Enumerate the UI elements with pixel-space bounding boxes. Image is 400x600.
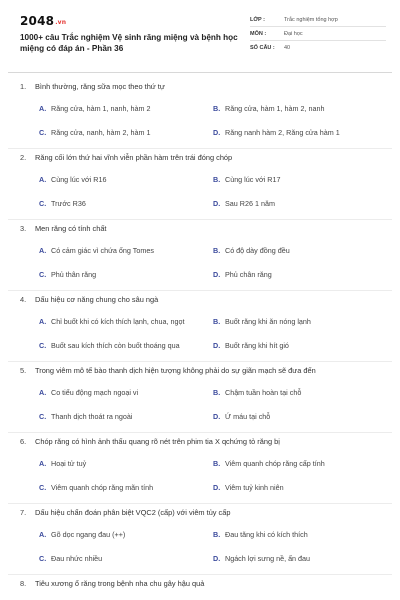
meta-value: Trắc nghiệm tổng hợp: [284, 16, 338, 23]
question-number: 2.: [20, 153, 27, 162]
answer-option[interactable]: [213, 128, 340, 137]
option-letter: D.: [213, 554, 221, 563]
option-letter: B.: [213, 175, 221, 184]
answer-option[interactable]: [213, 246, 290, 255]
question-number: 8.: [20, 579, 27, 588]
answer-option[interactable]: [39, 554, 102, 563]
answer-option[interactable]: [213, 270, 272, 279]
option-letter: B.: [213, 246, 221, 255]
answer-option[interactable]: [39, 412, 133, 421]
option-letter: A.: [39, 175, 47, 184]
option-text: Phủ thân răng: [51, 270, 97, 279]
answer-option[interactable]: [39, 341, 180, 350]
option-text: Trước R36: [51, 199, 86, 208]
option-text: Răng nanh hàm 2, Răng cửa hàm 1: [225, 128, 340, 137]
question-divider: [8, 574, 392, 575]
option-text: Cùng lúc với R16: [51, 175, 107, 184]
answer-option[interactable]: [213, 104, 325, 113]
question-text: [20, 366, 316, 375]
answer-option[interactable]: [39, 459, 86, 468]
answer-option[interactable]: [39, 483, 153, 492]
option-text: Buốt sau kích thích còn buốt thoáng qua: [51, 341, 180, 350]
answer-option[interactable]: [39, 530, 125, 539]
question-stem: Tiêu xương ổ răng trong bệnh nha chu gây hậu quả: [35, 579, 205, 588]
option-text: Đau nhức nhiều: [51, 554, 103, 563]
answer-option[interactable]: [213, 483, 284, 492]
option-letter: C.: [39, 483, 47, 492]
question-divider: [8, 219, 392, 220]
option-letter: D.: [213, 128, 221, 137]
answer-option[interactable]: [213, 530, 308, 539]
option-text: Phủ chân răng: [225, 270, 272, 279]
question-number: 3.: [20, 224, 27, 233]
question-stem: Men răng có tính chất: [35, 224, 107, 233]
answer-option[interactable]: [213, 199, 275, 208]
meta-key: SỐ CÂU :: [250, 45, 275, 51]
question-number: 1.: [20, 82, 27, 91]
option-text: Đau tăng khi có kích thích: [225, 530, 308, 539]
option-letter: C.: [39, 128, 47, 137]
option-text: Có cảm giác vì chứa ống Tomes: [51, 246, 154, 255]
option-text: Buốt răng khi ăn nóng lạnh: [225, 317, 311, 326]
option-letter: A.: [39, 104, 47, 113]
question-text: [20, 508, 230, 517]
answer-option[interactable]: [39, 104, 151, 113]
question-stem: Trong viêm mô tế bào thanh dịch hiện tượng không phải do sự giãn mạch sẽ đưa đến: [35, 366, 316, 375]
option-text: Chậm tuần hoàn tại chỗ: [225, 388, 302, 397]
option-text: Viêm tuỷ kinh niên: [225, 483, 284, 492]
option-text: Cùng lúc với R17: [225, 175, 281, 184]
option-text: Gõ dọc ngang đau (++): [51, 530, 126, 539]
question-divider: [8, 290, 392, 291]
answer-option[interactable]: [39, 317, 184, 326]
meta-key: LỚP :: [250, 16, 265, 23]
option-text: Có độ dày đồng đều: [225, 246, 290, 255]
option-letter: B.: [213, 104, 221, 113]
logo-suffix: .vn: [55, 19, 67, 26]
option-text: Răng cửa, hàm 1, hàm 2, nanh: [225, 104, 325, 113]
option-letter: B.: [213, 317, 221, 326]
option-text: Ứ máu tại chỗ: [225, 412, 271, 421]
option-text: Ngách lợi sưng nề, ấn đau: [225, 554, 311, 563]
option-text: Răng cửa, nanh, hàm 2, hàm 1: [51, 128, 151, 137]
option-letter: B.: [213, 459, 221, 468]
question-text: [20, 295, 158, 304]
answer-option[interactable]: [213, 554, 310, 563]
question-number: 7.: [20, 508, 27, 517]
meta-key: MÔN :: [250, 30, 267, 37]
option-letter: C.: [39, 270, 47, 279]
meta-table: [250, 13, 386, 55]
logo-main: 2048: [20, 14, 55, 28]
option-letter: C.: [39, 199, 47, 208]
document-header: [0, 0, 400, 70]
option-letter: D.: [213, 412, 221, 421]
question-divider: [8, 148, 392, 149]
question-stem: Chóp răng có hình ảnh thấu quang rõ nét trên phim tia X qchứng tỏ răng bị: [35, 437, 280, 446]
question-number: 4.: [20, 295, 27, 304]
answer-option[interactable]: [39, 388, 138, 397]
option-text: Viêm quanh chóp răng mãn tính: [51, 483, 154, 492]
option-letter: D.: [213, 199, 221, 208]
option-text: Chỉ buốt khi có kích thích lạnh, chua, ngọt: [51, 317, 185, 326]
option-text: Thanh dịch thoát ra ngoài: [51, 412, 133, 421]
answer-option[interactable]: [39, 270, 96, 279]
option-letter: A.: [39, 530, 47, 539]
option-letter: C.: [39, 412, 47, 421]
option-text: Viêm quanh chóp răng cấp tính: [225, 459, 325, 468]
question-stem: Dấu hiệu chẩn đoán phân biệt VQC2 (cấp) với viêm tủy cấp: [35, 508, 231, 517]
answer-option[interactable]: [213, 317, 311, 326]
option-letter: B.: [213, 530, 221, 539]
option-letter: D.: [213, 483, 221, 492]
question-text: [20, 224, 107, 233]
question-number: 6.: [20, 437, 27, 446]
document-title: 1000+ câu Trắc nghiệm Vệ sinh răng miệng và bệnh học miệng có đáp án - Phần 36: [20, 33, 238, 53]
meta-row-class: [250, 13, 386, 27]
answer-option[interactable]: [39, 246, 154, 255]
header-divider: [8, 72, 392, 73]
answer-option[interactable]: [213, 412, 270, 421]
meta-row-subject: [250, 27, 386, 41]
question-text: [20, 153, 232, 162]
question-stem: Dấu hiệu cơ năng chung cho sâu ngà: [35, 295, 159, 304]
option-text: Sau R26 1 năm: [225, 199, 275, 208]
site-logo[interactable]: [20, 14, 66, 28]
option-text: Co tiểu động mạch ngoại vi: [51, 388, 139, 397]
question-text: [20, 437, 280, 446]
option-letter: B.: [213, 388, 221, 397]
option-text: Buốt răng khi hít gió: [225, 341, 289, 350]
option-text: Răng cửa, hàm 1, nanh, hàm 2: [51, 104, 151, 113]
option-letter: D.: [213, 341, 221, 350]
option-letter: C.: [39, 554, 47, 563]
option-letter: A.: [39, 459, 47, 468]
question-text: [20, 82, 165, 91]
option-text: Hoại tử tuỷ: [51, 459, 87, 468]
option-letter: A.: [39, 246, 47, 255]
answer-option[interactable]: [213, 341, 289, 350]
option-letter: A.: [39, 317, 47, 326]
question-divider: [8, 503, 392, 504]
answer-option[interactable]: [39, 128, 151, 137]
meta-row-count: [250, 41, 386, 55]
answer-option[interactable]: [213, 459, 325, 468]
answer-option[interactable]: [39, 199, 86, 208]
meta-value: Đại học: [284, 30, 303, 37]
question-stem: Răng cối lớn thứ hai vĩnh viễn phần hàm trên trái đóng chóp: [35, 153, 233, 162]
answer-option[interactable]: [213, 388, 301, 397]
answer-option[interactable]: [213, 175, 280, 184]
option-letter: A.: [39, 388, 47, 397]
option-letter: C.: [39, 341, 47, 350]
question-divider: [8, 432, 392, 433]
option-letter: D.: [213, 270, 221, 279]
meta-value: 40: [284, 45, 291, 51]
question-divider: [8, 361, 392, 362]
question-stem: Bình thường, răng sữa mọc theo thứ tự: [35, 82, 165, 91]
question-number: 5.: [20, 366, 27, 375]
answer-option[interactable]: [39, 175, 106, 184]
question-text: [20, 579, 204, 588]
